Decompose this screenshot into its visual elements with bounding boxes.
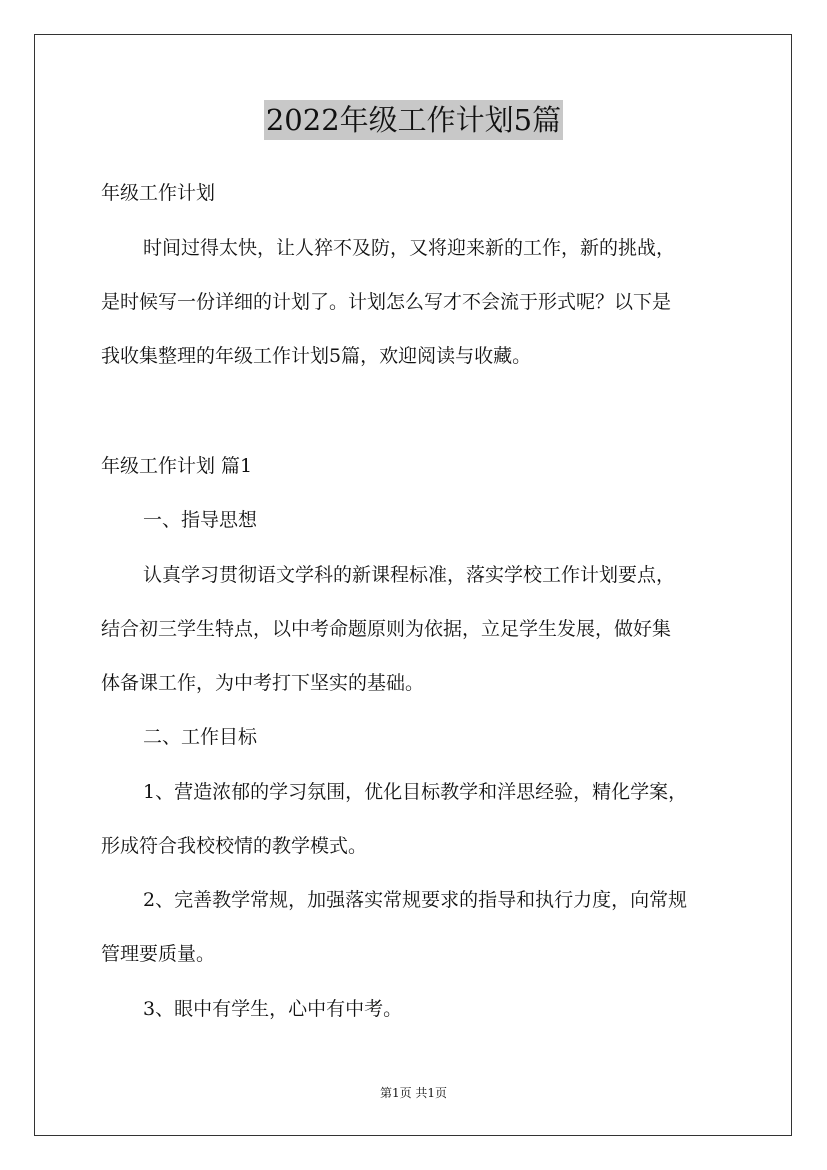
item-1-line-1: 1、营造浓郁的学习氛围，优化目标教学和洋思经验，精化学案， [143,781,688,803]
para-1-line-2: 结合初三学生特点，以中考命题原则为依据，立足学生发展，做好集 [101,618,672,640]
page-footer: 第1页 共1页 [379,1086,448,1100]
item-1-line-2: 形成符合我校校情的教学模式。 [101,835,368,857]
intro-line-1: 时间过得太快，让人猝不及防，又将迎来新的工作，新的挑战， [143,237,676,259]
article-heading: 年级工作计划 篇1 [101,455,253,477]
intro-line-2: 是时候写一份详细的计划了。计划怎么写才不会流于形式呢？以下是 [101,291,672,313]
item-3-line-1: 3、眼中有学生，心中有中考。 [143,998,403,1020]
para-1-line-1: 认真学习贯彻语文学科的新课程标准，落实学校工作计划要点， [143,564,676,586]
item-2-line-1: 2、完善教学常规，加强落实常规要求的指导和执行力度，向常规 [143,889,688,911]
heading-work-goals: 二、工作目标 [143,726,258,748]
document-title: 2022年级工作计划5篇 [264,100,563,140]
intro-line-3: 我收集整理的年级工作计划5篇，欢迎阅读与收藏。 [101,345,532,367]
heading-guiding-ideas: 一、指导思想 [143,509,258,531]
para-1-line-3: 体备课工作，为中考打下坚实的基础。 [101,672,425,694]
title-container [0,100,827,140]
section-label: 年级工作计划 [101,182,216,204]
item-2-line-2: 管理要质量。 [101,943,216,965]
